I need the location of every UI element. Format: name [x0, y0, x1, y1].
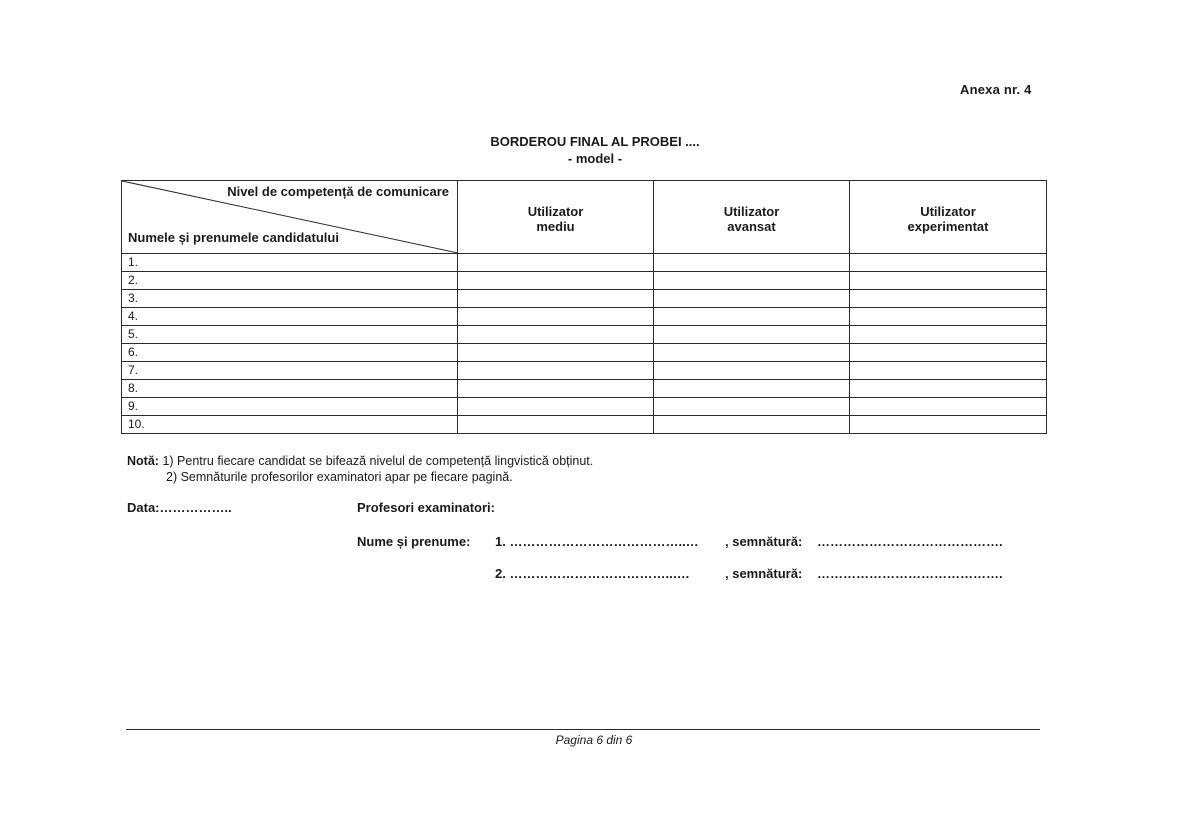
checkbox-cell[interactable] [850, 326, 1047, 344]
checkbox-cell[interactable] [654, 290, 850, 308]
checkbox-cell[interactable] [458, 362, 654, 380]
checkbox-cell[interactable] [458, 254, 654, 272]
note-block [127, 453, 593, 485]
row-number: 10. [122, 416, 458, 434]
results-table [121, 180, 1047, 434]
document-subtitle: - model - [567, 151, 623, 166]
table-row [122, 326, 1047, 344]
checkbox-cell[interactable] [654, 416, 850, 434]
diagonal-header-cell [122, 181, 458, 254]
annex-number: Anexa nr. 4 [960, 82, 1032, 97]
checkbox-cell[interactable] [654, 254, 850, 272]
checkbox-cell[interactable] [654, 398, 850, 416]
table-row [122, 398, 1047, 416]
checkbox-cell[interactable] [458, 416, 654, 434]
checkbox-cell[interactable] [458, 308, 654, 326]
table-row [122, 380, 1047, 398]
checkbox-cell[interactable] [654, 326, 850, 344]
checkbox-cell[interactable] [850, 272, 1047, 290]
checkbox-cell[interactable] [850, 380, 1047, 398]
document-title: BORDEROU FINAL AL PROBEI .... [490, 134, 700, 149]
examiner-row-2 [495, 566, 1003, 581]
checkbox-cell[interactable] [458, 380, 654, 398]
examiner-1-name-field[interactable]: 1. …………………………………..… [495, 534, 699, 549]
signature-2-field[interactable]: ……………………………………. [817, 566, 1003, 581]
checkbox-cell[interactable] [458, 398, 654, 416]
table-row [122, 272, 1047, 290]
checkbox-cell[interactable] [458, 272, 654, 290]
row-number: 7. [122, 362, 458, 380]
examiners-label: Profesori examinatori: [357, 500, 495, 515]
examiner-2-name-field[interactable]: 2. ………………………………..…. [495, 566, 690, 581]
checkbox-cell[interactable] [850, 254, 1047, 272]
checkbox-cell[interactable] [850, 362, 1047, 380]
checkbox-cell[interactable] [850, 344, 1047, 362]
row-number: 4. [122, 308, 458, 326]
header-intermediate-user: Utilizator mediu [458, 181, 654, 254]
examiner-row-1 [357, 534, 1003, 549]
header-candidate-name: Numele și prenumele candidatului [128, 230, 339, 245]
checkbox-cell[interactable] [458, 290, 654, 308]
date-field[interactable]: Data:…………….. [127, 500, 232, 515]
checkbox-cell[interactable] [458, 344, 654, 362]
row-number: 2. [122, 272, 458, 290]
signature-2-label: , semnătură: [725, 566, 803, 581]
checkbox-cell[interactable] [458, 326, 654, 344]
table-row [122, 254, 1047, 272]
header-advanced-user: Utilizator avansat [654, 181, 850, 254]
checkbox-cell[interactable] [654, 308, 850, 326]
header-competence-level: Nivel de competență de comunicare [227, 184, 449, 199]
table-row [122, 290, 1047, 308]
checkbox-cell[interactable] [654, 362, 850, 380]
row-number: 5. [122, 326, 458, 344]
checkbox-cell[interactable] [654, 380, 850, 398]
checkbox-cell[interactable] [654, 272, 850, 290]
note-label: Notă: [127, 454, 159, 468]
header-experienced-user: Utilizator experimentat [850, 181, 1047, 254]
table-row [122, 416, 1047, 434]
table-header-row [122, 181, 1047, 254]
checkbox-cell[interactable] [850, 398, 1047, 416]
note-line-2: 2) Semnăturile profesorilor examinatori apar pe fiecare pagină. [166, 470, 513, 484]
signature-1-field[interactable]: ……………………………………. [817, 534, 1003, 549]
table-row [122, 344, 1047, 362]
checkbox-cell[interactable] [850, 416, 1047, 434]
checkbox-cell[interactable] [654, 344, 850, 362]
table-row [122, 362, 1047, 380]
footer-divider [126, 729, 1040, 730]
row-number: 3. [122, 290, 458, 308]
page-number: Pagina 6 din 6 [555, 733, 633, 747]
table-row [122, 308, 1047, 326]
row-number: 9. [122, 398, 458, 416]
note-line-1: 1) Pentru fiecare candidat se bifează nivelul de competență lingvistică obținut. [162, 454, 594, 468]
row-number: 1. [122, 254, 458, 272]
row-number: 8. [122, 380, 458, 398]
row-number: 6. [122, 344, 458, 362]
checkbox-cell[interactable] [850, 308, 1047, 326]
checkbox-cell[interactable] [850, 290, 1047, 308]
name-label: Nume și prenume: [357, 534, 471, 549]
signature-1-label: , semnătură: [725, 534, 803, 549]
